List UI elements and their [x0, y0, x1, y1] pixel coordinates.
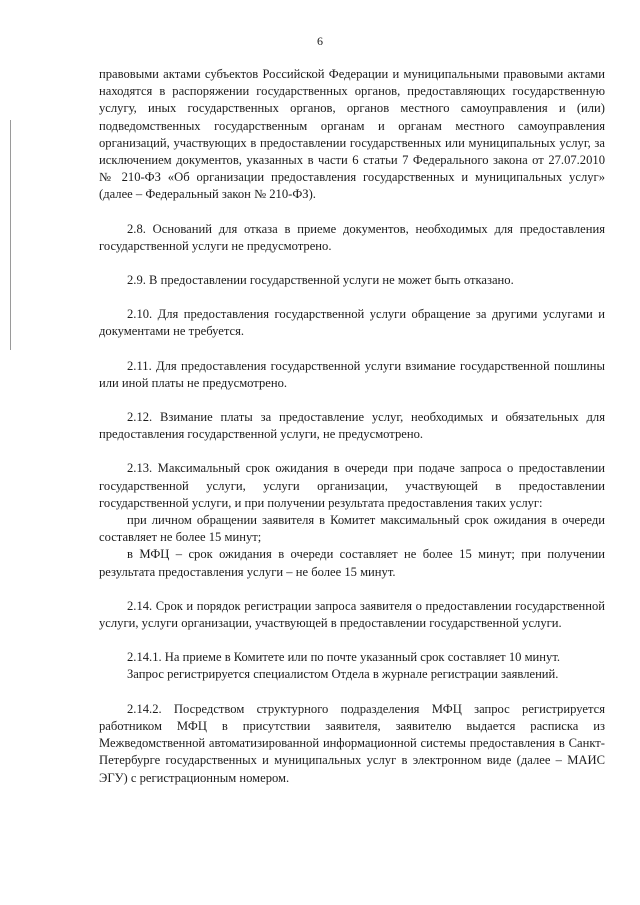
paragraph-2-14: 2.14. Срок и порядок регистрации запроса заявителя о предоставлении государственной услуги, услуги организации, участвующей в предоставлении государственной услуги. [99, 598, 605, 631]
paragraph-2-14-1-registration: Запрос регистрируется специалистом Отдела в журнале регистрации заявлений. [127, 667, 559, 682]
paragraph-2-8: 2.8. Оснований для отказа в приеме документов, необходимых для предоставления государственной услуги не предусмотрено. [99, 221, 605, 253]
document-body [99, 66, 605, 787]
paragraph-2-10: 2.10. Для предоставления государственной услуги обращение за другими услугами и документами не требуется. [99, 307, 605, 339]
paragraph-2-12: 2.12. Взимание платы за предоставление услуг, необходимых и обязательных для предоставления государственной услуги, не предусмотрено. [99, 410, 605, 442]
paragraph-2-9: 2.9. В предоставлении государственной услуги не может быть отказано. [127, 273, 514, 288]
scan-edge-line [10, 120, 11, 350]
paragraph-2-13-mfc: в МФЦ – срок ожидания в очереди составляет не более 15 минут; при получении результата предоставления услуги – не более 15 минут. [99, 547, 605, 579]
paragraph-2-11: 2.11. Для предоставления государственной услуги взимание государственной пошлины или иной платы не предусмотрено. [99, 358, 605, 390]
paragraph-2-14-2: 2.14.2. Посредством структурного подразделения МФЦ запрос регистрируется работником МФЦ в присутствии заявителя, заявителю выдается расписка из Межведомственной автоматизированной информационной системы предоставления в Санкт-Петербурге государственных и муниципальных услуг в электронном виде (далее – МАИС ЭГУ) с регистрационным номером. [99, 701, 605, 785]
paragraph-2-13: 2.13. Максимальный срок ожидания в очереди при подаче запроса о предоставлении государственной услуги, услуги организации, участвующей в предоставлении государственной услуги, и при получении результата предоставления таких услуг: [99, 461, 605, 510]
paragraph-2-14-1: 2.14.1. На приеме в Комитете или по почте указанный срок составляет 10 минут. [127, 650, 561, 665]
paragraph-continuation: правовыми актами субъектов Российской Федерации и муниципальными правовыми актами находятся в распоряжении государственных органов, предоставляющих государственную услугу, иных государственных органов, органов местного самоуправления и (или) подведомственных государственным органам и органам местного самоуправления организаций, участвующих в предоставлении государственных или муниципальных услуг, за исключением документов, указанных в части 6 статьи 7 Федерального закона от 27.07.2010 № 210-ФЗ «Об организации предоставления государственных и муниципальных услуг» (далее – Федеральный закон № 210-ФЗ). [99, 67, 605, 202]
paragraph-2-13-personal: при личном обращении заявителя в Комитет максимальный срок ожидания в очереди составляет не более 15 минут; [99, 513, 605, 545]
page-number: 6 [317, 34, 323, 48]
